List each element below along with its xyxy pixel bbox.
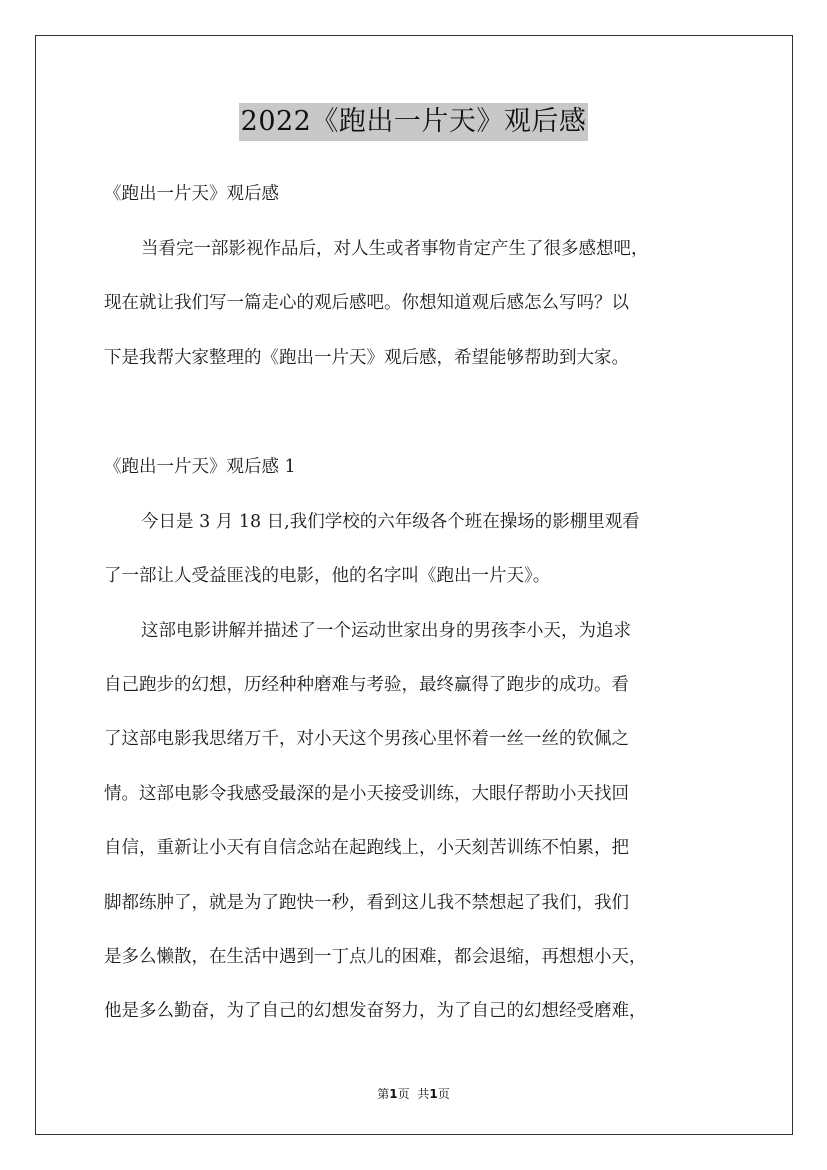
- para1-line-1: 今日是 3 月 18 日,我们学校的六年级各个班在操场的影棚里观看: [141, 512, 640, 532]
- para1-line-2: 了一部让人受益匪浅的电影，他的名字叫《跑出一片天》。: [104, 566, 551, 586]
- intro-line-3: 下是我帮大家整理的《跑出一片天》观后感，希望能够帮助到大家。: [104, 348, 629, 368]
- intro-line-2: 现在就让我们写一篇走心的观后感吧。你想知道观后感怎么写吗？以: [104, 293, 629, 313]
- intro-line-1: 当看完一部影视作品后，对人生或者事物肯定产生了很多感想吧，: [141, 239, 649, 259]
- page-suffix: 页: [397, 1087, 410, 1101]
- para2-line-1: 这部电影讲解并描述了一个运动世家出身的男孩李小天，为追求: [141, 621, 631, 641]
- para2-line-6: 脚都练肿了，就是为了跑快一秒，看到这儿我不禁想起了我们，我们: [104, 893, 629, 913]
- total-prefix: 共: [417, 1087, 430, 1101]
- total-suffix: 页: [437, 1087, 450, 1101]
- para2-line-7: 是多么懒散，在生活中遇到一丁点儿的困难，都会退缩，再想想小天，: [104, 947, 647, 967]
- page-number: 1: [389, 1087, 398, 1101]
- para2-line-4: 情。这部电影令我感受最深的是小天接受训练，大眼仔帮助小天找回: [104, 784, 629, 804]
- section-heading: 《跑出一片天》观后感 1: [104, 457, 296, 477]
- page-prefix: 第: [377, 1087, 390, 1101]
- para2-line-5: 自信，重新让小天有自信念站在起跑线上，小天刻苦训练不怕累，把: [104, 838, 629, 858]
- para2-line-3: 了这部电影我思绪万千，对小天这个男孩心里怀着一丝一丝的钦佩之: [104, 729, 629, 749]
- document-title: 2022《跑出一片天》观后感: [239, 103, 589, 141]
- page-footer: [0, 1086, 827, 1102]
- subheading: 《跑出一片天》观后感: [104, 184, 279, 204]
- title-container: [0, 103, 827, 141]
- total-pages: 1: [429, 1087, 438, 1101]
- para2-line-2: 自己跑步的幻想，历经种种磨难与考验，最终赢得了跑步的成功。看: [104, 675, 629, 695]
- para2-line-8: 他是多么勤奋，为了自己的幻想发奋努力，为了自己的幻想经受磨难，: [104, 1001, 647, 1021]
